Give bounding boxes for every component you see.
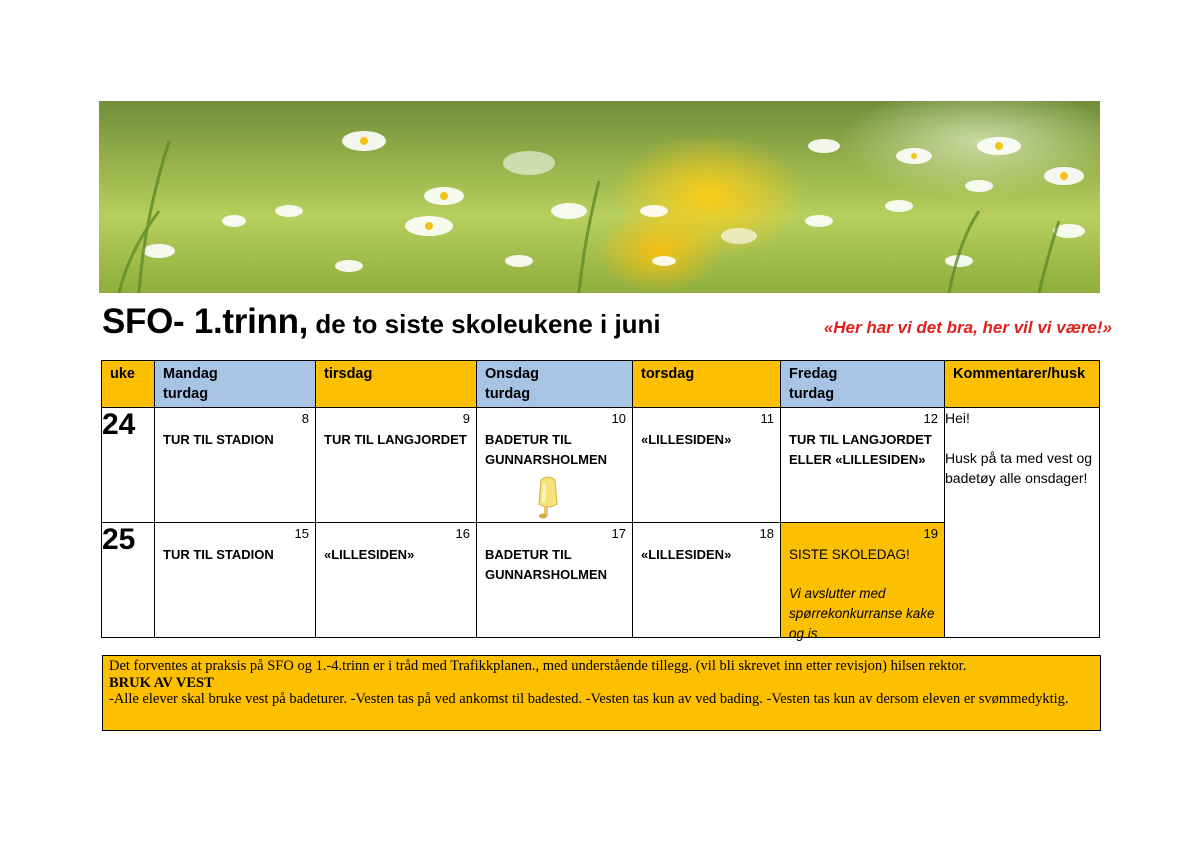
header-thursday-name: torsdag: [641, 366, 695, 382]
activity-text: TUR TIL STADION: [163, 432, 274, 447]
table-row: [102, 408, 1100, 523]
header-friday-note: turdag: [789, 386, 835, 402]
day-cell: [316, 523, 477, 638]
header-monday: [155, 361, 316, 408]
activity-text: TUR TIL LANGJORDET ELLER «LILLESIDEN»: [789, 432, 932, 467]
day-cell: [155, 523, 316, 638]
date-number: 8: [301, 411, 309, 426]
schedule-table: [101, 360, 1100, 641]
day-cell: [633, 408, 781, 523]
header-comments: Kommentarer/husk: [945, 361, 1100, 408]
banner-image: [99, 101, 1100, 293]
date-number: 9: [462, 411, 470, 426]
activity-text: «LILLESIDEN»: [641, 432, 732, 447]
header-thursday: [633, 361, 781, 408]
activity-text: «LILLESIDEN»: [641, 547, 732, 562]
date-number: 19: [923, 526, 938, 541]
activity-text: TUR TIL LANGJORDET: [324, 432, 467, 447]
note-heading: BRUK AV VEST: [109, 674, 214, 691]
date-number: 16: [455, 526, 470, 541]
comment-cell: [945, 408, 1100, 638]
date-number: 17: [611, 526, 626, 541]
date-number: 10: [611, 411, 626, 426]
header-wednesday-note: turdag: [485, 386, 531, 402]
note-body: -Alle elever skal bruke vest på badeturer. -Vesten tas på ved ankomst til badested. -Vesten tas kun av ved bading. -Vesten tas kun av dersom eleven er svømmedyktig.: [109, 691, 1069, 707]
title-main: SFO- 1.trinn,: [102, 302, 309, 341]
day-cell-last-day: [781, 523, 945, 641]
last-day-text: [789, 545, 940, 644]
last-day-details: Vi avslutter med spørrekonkurranse kake og is: [789, 586, 935, 641]
activity-text: TUR TIL STADION: [163, 547, 274, 562]
date-number: 18: [759, 526, 774, 541]
day-cell: [155, 408, 316, 523]
header-tuesday-name: tirsdag: [324, 366, 373, 382]
title-subtitle: de to siste skoleukene i juni: [308, 309, 661, 339]
week-number: 24: [102, 408, 155, 523]
safety-note: [102, 655, 1101, 731]
date-number: 12: [923, 411, 938, 426]
day-cell: [477, 408, 633, 523]
last-day-heading: SISTE SKOLEDAG!: [789, 547, 910, 562]
motto-text: «Her har vi det bra, her vil vi være!»: [823, 318, 1112, 337]
page-title: [102, 302, 661, 342]
header-uke: uke: [102, 361, 155, 408]
comment-greeting: Hei!: [945, 410, 970, 426]
header-monday-note: turdag: [163, 386, 209, 402]
header-wednesday: [477, 361, 633, 408]
header-friday: [781, 361, 945, 408]
date-number: 15: [294, 526, 309, 541]
day-cell: [781, 408, 945, 523]
day-cell: [633, 523, 781, 638]
comment-reminder: Husk på ta med vest og badetøy alle onsdager!: [945, 450, 1093, 486]
flower-meadow-illustration: [99, 101, 1100, 293]
activity-text: BADETUR TIL GUNNARSHOLMEN: [485, 547, 608, 582]
note-intro: Det forventes at praksis på SFO og 1.-4.trinn er i tråd med Trafikkplanen., med understående tillegg. (vil bli skrevet inn etter revisjon) hilsen rektor.: [109, 658, 967, 674]
activity-text: BADETUR TIL GUNNARSHOLMEN: [485, 432, 608, 467]
table-header-row: [102, 361, 1100, 408]
header-tuesday: [316, 361, 477, 408]
header-wednesday-name: Onsdag: [485, 366, 539, 382]
header-friday-name: Fredag: [789, 366, 838, 382]
day-cell: [477, 523, 633, 638]
header-monday-name: Mandag: [163, 366, 218, 382]
ice-cream-icon: [533, 476, 563, 520]
activity-text: «LILLESIDEN»: [324, 547, 415, 562]
week-number: 25: [102, 523, 155, 638]
day-cell: [316, 408, 477, 523]
date-number: 11: [760, 411, 774, 426]
